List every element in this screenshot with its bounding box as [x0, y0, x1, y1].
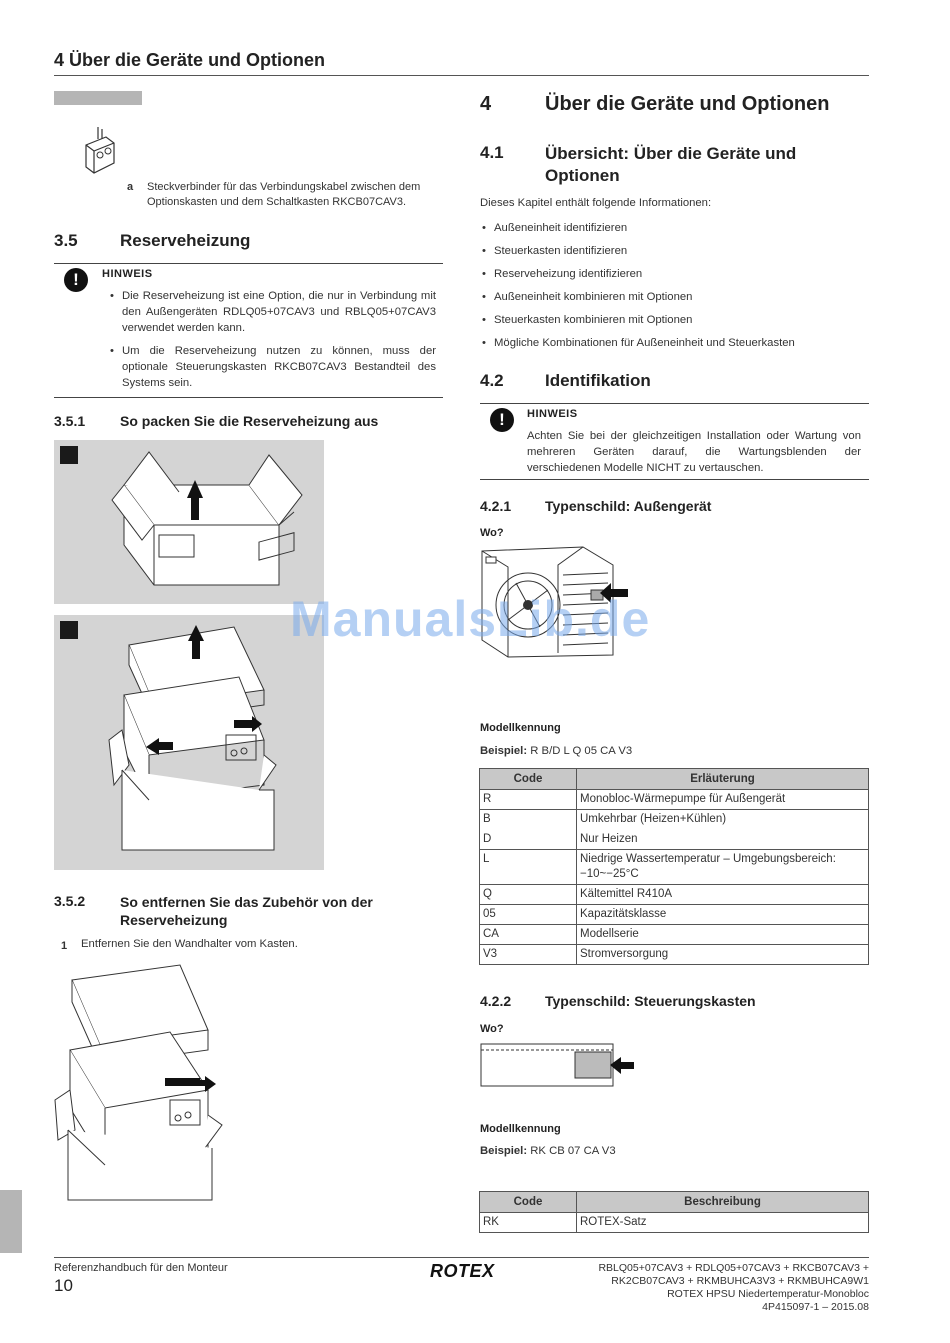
remove-wall-bracket-drawing [50, 960, 230, 1205]
table-row [480, 925, 869, 945]
where-label: Wo? [480, 527, 504, 539]
subsection-title: So entfernen Sie das Zubehör von der Reserveheizung [120, 894, 373, 928]
connector-illustration [80, 125, 120, 180]
table-row [480, 945, 869, 965]
page-header-title: 4 Über die Geräte und Optionen [54, 50, 326, 70]
model-id-label: Modellkennung [480, 722, 561, 734]
warning-icon: ! [64, 268, 88, 292]
info-item: • Steuerkasten identifizieren [480, 243, 870, 259]
subsection-number: 3.5.1 [54, 413, 86, 429]
table-cell: Umkehrbar (Heizen+Kühlen) [577, 810, 869, 831]
chapter-number: 4 [480, 93, 492, 115]
table-row [480, 810, 869, 831]
notice-text: Achten Sie bei der gleichzeitigen Installation oder Wartung von mehreren Geräten darauf, die Wartungsblenden der verschiedenen Modelle NICHT zu vertauschen. [527, 430, 861, 474]
example-label: Beispiel: [480, 745, 528, 757]
table-cell: Modellserie [577, 925, 869, 945]
info-item: • Reserveheizung identifizieren [480, 266, 870, 282]
section-number: 4.1 [480, 143, 504, 162]
where-label: Wo? [480, 1023, 504, 1035]
box-remove-drawing [54, 615, 324, 870]
section-title: Identifikation [545, 371, 651, 390]
control-box-illustration [478, 1040, 638, 1090]
unpack-illustration-1 [54, 440, 324, 604]
table-cell: D [480, 830, 577, 850]
table-header-row [480, 769, 869, 790]
table-cell: 05 [480, 905, 577, 925]
section-number: 4.2 [480, 371, 504, 390]
legend-text: Steckverbinder für das Verbindungskabel zwischen dem Optionskasten und dem Schaltkasten RKCB07CAV3. [147, 181, 421, 208]
chapter-side-tab [0, 1190, 22, 1253]
footer-line: ROTEX HPSU Niedertemperatur-Monobloc [667, 1288, 869, 1300]
section-number: 3.5 [54, 231, 78, 250]
table-row [480, 790, 869, 810]
subsection-title: Typenschild: Steuerungskasten [545, 993, 756, 1009]
notice-bottom-rule [480, 479, 869, 480]
subsection-number: 4.2.2 [480, 993, 512, 1009]
column-header: Beschreibung [577, 1192, 869, 1213]
subsection-title: So packen Sie die Reserveheizung aus [120, 413, 379, 429]
code-table-outdoor [479, 768, 869, 965]
intro-text: Dieses Kapitel enthält folgende Informationen: [480, 197, 712, 209]
table-row [480, 905, 869, 925]
example-line [480, 745, 632, 757]
illustration-label-bar [54, 91, 142, 105]
box-open-drawing [54, 440, 324, 604]
notice-item: • Um die Reserveheizung nutzen zu können, muss der optionale Steuerungskasten RKCB07CAV3 Bestandteil des Systems sein. [108, 343, 436, 391]
footer-line: RK2CB07CAV3 + RKMBUHCA3V3 + RKMBUHCA9W1 [611, 1275, 869, 1287]
section-title: Übersicht: Über die Geräte und Optionen [545, 144, 797, 185]
footer-line: 4P415097-1 – 2015.08 [762, 1301, 869, 1313]
example-label: Beispiel: [480, 1145, 528, 1157]
header-divider [54, 75, 869, 76]
chapter-title: Über die Geräte und Optionen [545, 93, 830, 115]
notice-bottom-rule [54, 397, 443, 398]
table-cell: ROTEX-Satz [577, 1213, 869, 1233]
table-cell: Kapazitätsklasse [577, 905, 869, 925]
table-row [480, 1213, 869, 1233]
footer-model-info [598, 1262, 869, 1314]
table-cell: Kältemittel R410A [577, 885, 869, 905]
subsection-number: 3.5.2 [54, 893, 86, 909]
info-item: • Außeneinheit kombinieren mit Optionen [480, 289, 870, 305]
info-item: • Mögliche Kombinationen für Außeneinheit und Steuerkasten [480, 335, 870, 351]
table-cell: L [480, 850, 577, 885]
notice-item: • Die Reserveheizung ist eine Option, die nur in Verbindung mit den Außengeräten RDLQ05+07CAV3 und RBLQ05+07CAV3 verwendet werden kann. [108, 288, 436, 336]
notice-label: HINWEIS [102, 268, 153, 280]
table-row [480, 830, 869, 850]
footer-doc-title: Referenzhandbuch für den Monteur [54, 1262, 228, 1274]
table-cell: R [480, 790, 577, 810]
table-cell: Niedrige Wassertemperatur – Umgebungsbereich: −10~−25°C [577, 850, 869, 885]
column-header: Erläuterung [577, 769, 869, 790]
column-header: Code [480, 1192, 577, 1213]
step-text: Entfernen Sie den Wandhalter vom Kasten. [81, 938, 298, 950]
subsection-number: 4.2.1 [480, 498, 512, 514]
example-value: R B/D L Q 05 CA V3 [530, 745, 633, 757]
section-title: Reserveheizung [120, 231, 251, 250]
table-cell: Stromversorgung [577, 945, 869, 965]
unpack-illustration-2 [54, 615, 324, 870]
table-cell: Monobloc-Wärmepumpe für Außengerät [577, 790, 869, 810]
step-number: 1 [61, 940, 68, 952]
footer-divider [54, 1257, 869, 1258]
footer-line: RBLQ05+07CAV3 + RDLQ05+07CAV3 + RKCB07CAV3 + [598, 1262, 869, 1274]
notice-list [108, 288, 436, 391]
table-header-row [480, 1192, 869, 1213]
example-value: RK CB 07 CA V3 [530, 1145, 616, 1157]
table-cell: RK [480, 1213, 577, 1233]
table-cell: Q [480, 885, 577, 905]
example-line [480, 1145, 616, 1157]
column-header: Code [480, 769, 577, 790]
code-table-control-box [479, 1191, 869, 1233]
warning-icon: ! [490, 408, 514, 432]
info-list [480, 220, 870, 358]
watermark: ManualsLib.de [290, 591, 651, 647]
model-id-label: Modellkennung [480, 1123, 561, 1135]
rotex-logo: ROTEX [430, 1261, 495, 1281]
table-cell: CA [480, 925, 577, 945]
notice-label: HINWEIS [527, 408, 578, 420]
subsection-title: Typenschild: Außengerät [545, 498, 712, 514]
notice-top-rule [480, 403, 869, 404]
table-row [480, 850, 869, 885]
info-item: • Steuerkasten kombinieren mit Optionen [480, 312, 870, 328]
table-cell: V3 [480, 945, 577, 965]
table-row [480, 885, 869, 905]
page-number: 10 [54, 1276, 73, 1295]
legend-letter: a [127, 181, 134, 193]
table-cell: Nur Heizen [577, 830, 869, 850]
info-item: • Außeneinheit identifizieren [480, 220, 870, 236]
notice-top-rule [54, 263, 443, 264]
table-cell: B [480, 810, 577, 831]
